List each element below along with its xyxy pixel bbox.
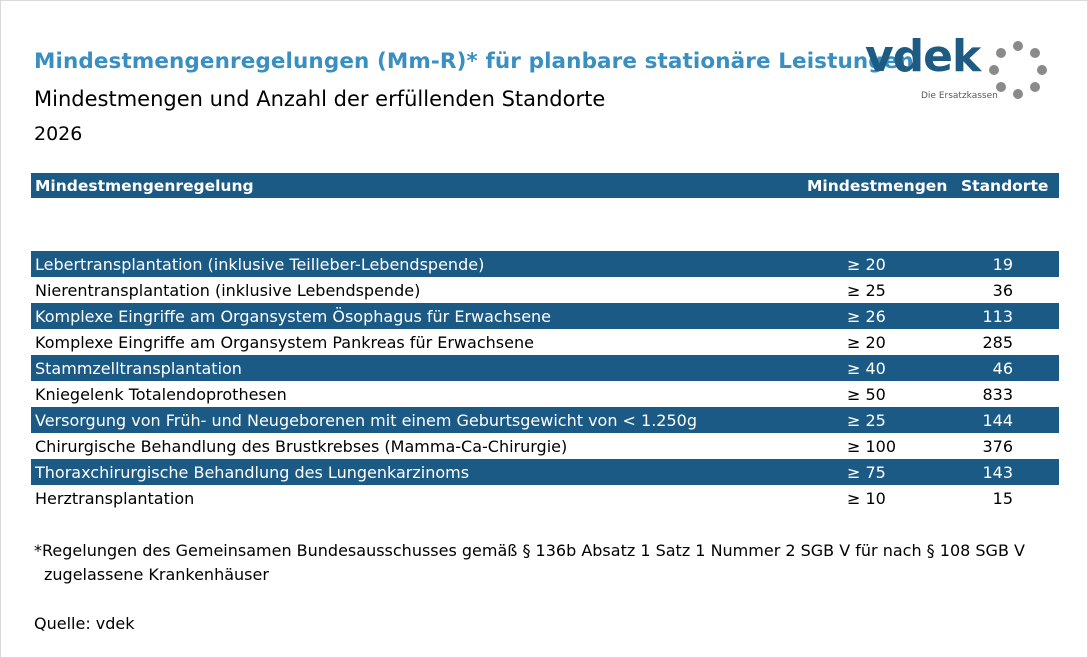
- cell-regelung: Komplexe Eingriffe am Organsystem Pankreas für Erwachsene: [35, 333, 534, 352]
- cell-standorte: 15: [992, 489, 1013, 508]
- source-note: Quelle: vdek: [34, 614, 135, 633]
- cell-mindestmenge: ≥ 20: [847, 255, 886, 274]
- cell-mindestmenge: ≥ 25: [847, 281, 886, 300]
- cell-regelung: Versorgung von Früh- und Neugeborenen mit einem Geburtsgewicht von < 1.250g: [35, 411, 697, 430]
- year-label: 2026: [34, 123, 83, 145]
- cell-regelung: Kniegelenk Totalendoprothesen: [35, 385, 287, 404]
- cell-mindestmenge: ≥ 20: [847, 333, 886, 352]
- table-row: [31, 407, 1059, 433]
- cell-standorte: 36: [992, 281, 1013, 300]
- vdek-logo: [865, 31, 1055, 109]
- cell-regelung: Lebertransplantation (inklusive Teilleber-Lebendspende): [35, 255, 485, 274]
- footnote: [34, 539, 1025, 587]
- cell-regelung: Thoraxchirurgische Behandlung des Lungenkarzinoms: [35, 463, 470, 482]
- table-row: [31, 459, 1059, 485]
- table-row: [31, 381, 1059, 407]
- cell-standorte: 19: [992, 255, 1013, 274]
- cell-regelung: Chirurgische Behandlung des Brustkrebses (Mamma-Ca-Chirurgie): [35, 437, 568, 456]
- table-row: [31, 329, 1059, 355]
- cell-standorte: 46: [992, 359, 1013, 378]
- cell-standorte: 833: [982, 385, 1013, 404]
- table-row: [31, 485, 1059, 511]
- table-header: [31, 173, 1059, 198]
- table-row: [31, 355, 1059, 381]
- table-row: [31, 303, 1059, 329]
- cell-standorte: 143: [982, 463, 1013, 482]
- cell-mindestmenge: ≥ 26: [847, 307, 886, 326]
- cell-mindestmenge: ≥ 10: [847, 489, 886, 508]
- footnote-line-2: zugelassene Krankenhäuser: [44, 565, 269, 584]
- column-header-regelung: Mindestmengenregelung: [35, 177, 254, 195]
- cell-regelung: Stammzelltransplantation: [35, 359, 242, 378]
- column-header-standorte: Standorte: [961, 177, 1049, 195]
- footnote-line-1: *Regelungen des Gemeinsamen Bundesausschusses gemäß § 136b Absatz 1 Satz 1 Nummer 2 SGB V für nach § 108 SGB V: [34, 541, 1025, 560]
- page-title: Mindestmengenregelungen (Mm-R)* für planbare stationäre Leistungen: [34, 49, 914, 74]
- logo-tagline: Die Ersatzkassen: [921, 91, 998, 101]
- cell-mindestmenge: ≥ 50: [847, 385, 886, 404]
- table-row: [31, 433, 1059, 459]
- page-subtitle: Mindestmengen und Anzahl der erfüllenden Standorte: [34, 87, 606, 111]
- cell-mindestmenge: ≥ 25: [847, 411, 886, 430]
- table-row: [31, 251, 1059, 277]
- column-header-mindestmengen: Mindestmengen: [807, 177, 948, 195]
- cell-mindestmenge: ≥ 100: [847, 437, 897, 456]
- logo-wordmark: vdek: [865, 31, 981, 82]
- cell-standorte: 113: [982, 307, 1013, 326]
- cell-mindestmenge: ≥ 75: [847, 463, 886, 482]
- cell-standorte: 285: [982, 333, 1013, 352]
- cell-regelung: Komplexe Eingriffe am Organsystem Ösophagus für Erwachsene: [35, 307, 552, 326]
- table-row: [31, 277, 1059, 303]
- cell-regelung: Nierentransplantation (inklusive Lebendspende): [35, 281, 421, 300]
- cell-standorte: 144: [982, 411, 1013, 430]
- cell-standorte: 376: [982, 437, 1013, 456]
- cell-regelung: Herztransplantation: [35, 489, 195, 508]
- cell-mindestmenge: ≥ 40: [847, 359, 886, 378]
